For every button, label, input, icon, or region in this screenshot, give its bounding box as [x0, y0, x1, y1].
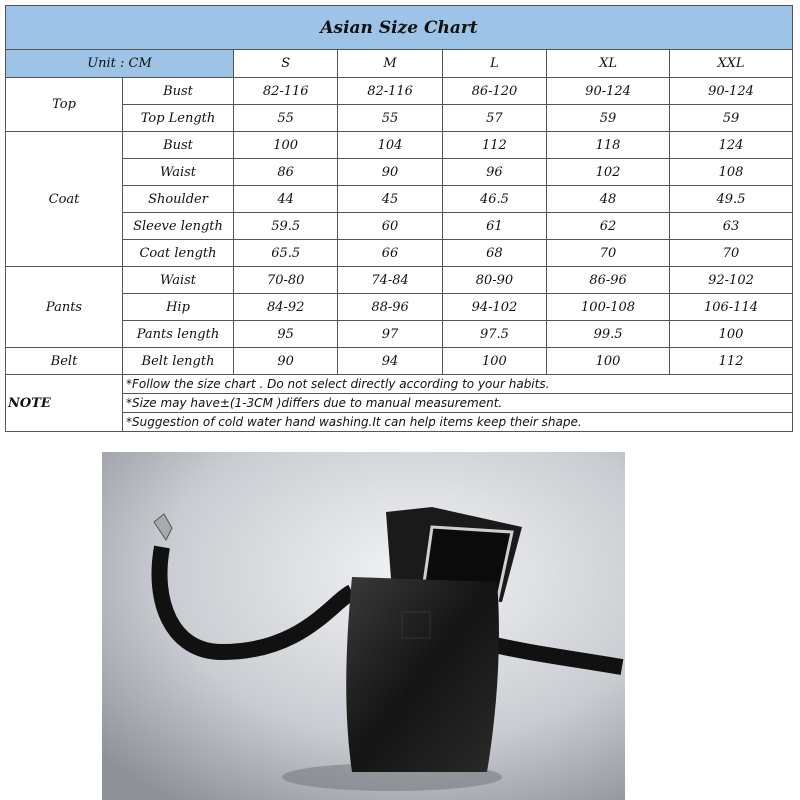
- size-value: 100-108: [547, 294, 670, 321]
- size-value: 57: [442, 105, 546, 132]
- measurement-label: Belt length: [123, 348, 234, 375]
- measurement-label: Shoulder: [123, 186, 234, 213]
- size-value: 86-120: [442, 78, 546, 105]
- size-value: 97.5: [442, 321, 546, 348]
- size-chart-table: [5, 5, 793, 432]
- unit-label: Unit : CM: [6, 50, 234, 78]
- size-value: 82-116: [234, 78, 338, 105]
- size-value: 48: [547, 186, 670, 213]
- note-text: *Follow the size chart . Do not select directly according to your habits.: [123, 375, 793, 394]
- size-value: 46.5: [442, 186, 546, 213]
- size-header: S: [234, 50, 338, 78]
- category-label: Pants: [6, 267, 123, 348]
- size-value: 80-90: [442, 267, 546, 294]
- table-row: [6, 321, 793, 348]
- size-value: 99.5: [547, 321, 670, 348]
- chart-title: Asian Size Chart: [6, 6, 793, 50]
- size-value: 124: [669, 132, 792, 159]
- size-value: 70-80: [234, 267, 338, 294]
- size-value: 100: [547, 348, 670, 375]
- size-value: 95: [234, 321, 338, 348]
- measurement-label: Sleeve length: [123, 213, 234, 240]
- category-label: Top: [6, 78, 123, 132]
- size-value: 108: [669, 159, 792, 186]
- size-value: 100: [669, 321, 792, 348]
- table-row: [6, 159, 793, 186]
- size-value: 88-96: [338, 294, 442, 321]
- size-value: 90: [338, 159, 442, 186]
- table-row: [6, 348, 793, 375]
- measurement-label: Waist: [123, 267, 234, 294]
- measurement-label: Top Length: [123, 105, 234, 132]
- size-value: 90-124: [547, 78, 670, 105]
- size-header: M: [338, 50, 442, 78]
- size-value: 100: [442, 348, 546, 375]
- size-value: 106-114: [669, 294, 792, 321]
- size-value: 70: [669, 240, 792, 267]
- table-row: [6, 213, 793, 240]
- size-value: 96: [442, 159, 546, 186]
- size-header: L: [442, 50, 546, 78]
- table-row: [6, 186, 793, 213]
- measurement-label: Bust: [123, 78, 234, 105]
- category-label: Belt: [6, 348, 123, 375]
- size-value: 63: [669, 213, 792, 240]
- size-value: 112: [442, 132, 546, 159]
- size-value: 84-92: [234, 294, 338, 321]
- table-row: [6, 267, 793, 294]
- table-row: [6, 294, 793, 321]
- size-value: 59: [669, 105, 792, 132]
- size-value: 65.5: [234, 240, 338, 267]
- size-value: 102: [547, 159, 670, 186]
- category-label: Coat: [6, 132, 123, 267]
- table-row: [6, 240, 793, 267]
- size-header: XXL: [669, 50, 792, 78]
- size-value: 104: [338, 132, 442, 159]
- size-value: 90-124: [669, 78, 792, 105]
- size-value: 60: [338, 213, 442, 240]
- size-value: 94: [338, 348, 442, 375]
- size-value: 90: [234, 348, 338, 375]
- measurement-label: Hip: [123, 294, 234, 321]
- size-value: 66: [338, 240, 442, 267]
- measurement-label: Coat length: [123, 240, 234, 267]
- size-value: 118: [547, 132, 670, 159]
- size-value: 62: [547, 213, 670, 240]
- size-value: 86: [234, 159, 338, 186]
- size-value: 86-96: [547, 267, 670, 294]
- size-value: 92-102: [669, 267, 792, 294]
- size-value: 94-102: [442, 294, 546, 321]
- size-value: 100: [234, 132, 338, 159]
- note-row: [6, 375, 793, 394]
- size-value: 49.5: [669, 186, 792, 213]
- table-row: [6, 78, 793, 105]
- measurement-label: Waist: [123, 159, 234, 186]
- size-value: 112: [669, 348, 792, 375]
- table-row: [6, 105, 793, 132]
- size-value: 74-84: [338, 267, 442, 294]
- product-photo-black-leather-bag: [102, 452, 625, 800]
- table-row: [6, 132, 793, 159]
- note-row: [6, 413, 793, 432]
- measurement-label: Pants length: [123, 321, 234, 348]
- size-value: 82-116: [338, 78, 442, 105]
- size-value: 70: [547, 240, 670, 267]
- size-value: 45: [338, 186, 442, 213]
- size-value: 97: [338, 321, 442, 348]
- size-value: 59: [547, 105, 670, 132]
- size-header: XL: [547, 50, 670, 78]
- note-text: *Suggestion of cold water hand washing.It can help items keep their shape.: [123, 413, 793, 432]
- size-value: 68: [442, 240, 546, 267]
- size-value: 44: [234, 186, 338, 213]
- measurement-label: Bust: [123, 132, 234, 159]
- note-label: NOTE: [6, 375, 123, 432]
- note-text: *Size may have±(1-3CM )differs due to manual measurement.: [123, 394, 793, 413]
- size-value: 61: [442, 213, 546, 240]
- size-value: 55: [338, 105, 442, 132]
- size-value: 55: [234, 105, 338, 132]
- size-value: 59.5: [234, 213, 338, 240]
- note-row: [6, 394, 793, 413]
